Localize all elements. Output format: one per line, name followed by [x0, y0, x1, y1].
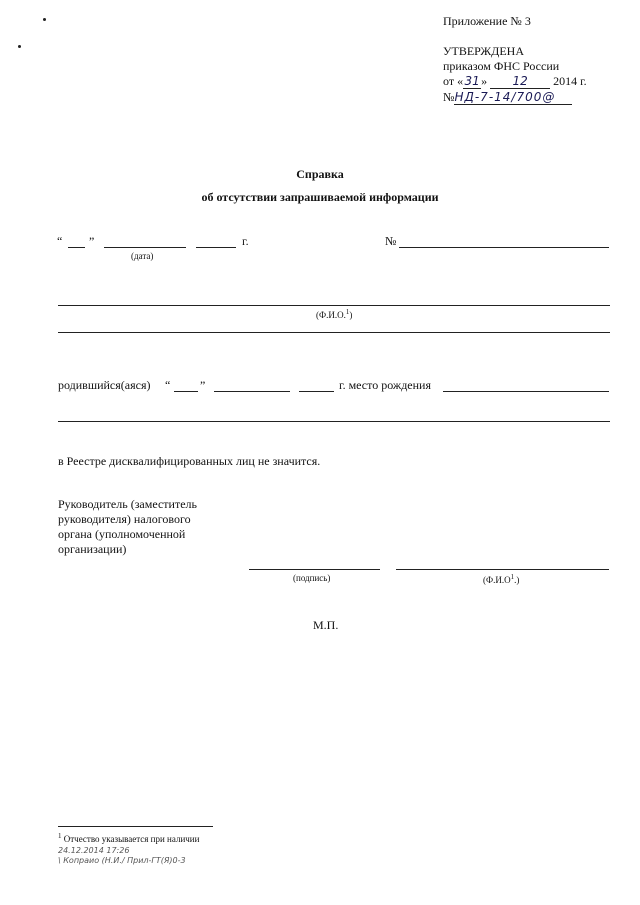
born-month-line	[214, 391, 290, 392]
order-date-prefix: от «	[443, 74, 464, 88]
footnote-mark: 1	[58, 832, 62, 840]
signer-fio-line	[396, 569, 609, 570]
fio-caption-text: (Ф.И.О.	[316, 310, 346, 320]
footnote-text: Отчество указывается при наличии	[63, 834, 200, 844]
fio-caption	[316, 308, 352, 320]
signature-caption: (подпись)	[293, 573, 331, 583]
signer-line-3: органа (уполномоченной	[58, 527, 186, 541]
order-number-value: НД-7-14/700@	[454, 90, 572, 105]
signer-line-2: руководителя) налогового	[58, 512, 191, 526]
signature-line	[249, 569, 380, 570]
born-day-line	[174, 391, 198, 392]
fio-extra-line	[58, 332, 610, 333]
signer-fio-caption-close: .)	[514, 575, 520, 585]
order-date-year: 2014 г.	[553, 74, 587, 88]
footer-file-ref: \ Копраио (Н.И./ Прил-ГТ(Я)0-3	[58, 856, 186, 865]
born-close-quote: ”	[200, 378, 206, 392]
order-by-label: приказом ФНС России	[443, 59, 560, 73]
approved-label: УТВЕРЖДЕНА	[443, 44, 525, 58]
fio-line	[58, 305, 610, 306]
fio-caption-close: )	[349, 310, 353, 320]
signer-fio-caption-sup: 1	[510, 573, 515, 581]
document-subtitle: об отсутствии запрашиваемой информации	[201, 190, 439, 204]
order-date-month: 12	[490, 74, 550, 89]
date-year-line	[196, 247, 236, 248]
date-day-line	[68, 247, 85, 248]
signer-line-4: организации)	[58, 542, 127, 556]
born-open-quote: “	[165, 378, 171, 392]
date-month-line	[104, 247, 186, 248]
signer-fio-caption-text: (Ф.И.О	[483, 575, 511, 585]
order-number-prefix: №	[443, 90, 455, 104]
date-year-suffix: г.	[242, 234, 249, 248]
birth-place-label: г. место рождения	[339, 378, 431, 392]
signer-line-1: Руководитель (заместитель	[58, 497, 197, 511]
birth-place-extra-line	[58, 421, 610, 422]
footnote-divider	[58, 826, 213, 827]
appendix-label: Приложение № 3	[443, 14, 531, 28]
signer-fio-caption	[483, 573, 519, 585]
order-number-row	[443, 90, 572, 105]
born-year-line	[299, 391, 334, 392]
order-date-row	[443, 74, 587, 89]
document-title: Справка	[296, 167, 344, 181]
footnote	[58, 832, 199, 844]
order-date-quote: »	[481, 74, 488, 88]
footer-timestamp: 24.12.2014 17:26	[58, 846, 130, 855]
order-date-day: 31	[464, 74, 480, 88]
scan-dot-2	[18, 45, 21, 48]
number-line	[399, 247, 609, 248]
date-close-quote: ”	[89, 234, 95, 248]
registry-text: в Реестре дисквалифицированных лиц не значится.	[58, 454, 321, 468]
number-label: №	[385, 234, 397, 248]
stamp-label: М.П.	[313, 618, 339, 632]
born-label: родившийся(аяся)	[58, 378, 151, 392]
date-caption: (дата)	[131, 251, 154, 261]
date-open-quote: “	[57, 234, 63, 248]
birth-place-line	[443, 391, 609, 392]
fio-caption-sup: 1	[345, 308, 350, 316]
scan-dot-1	[43, 18, 46, 21]
